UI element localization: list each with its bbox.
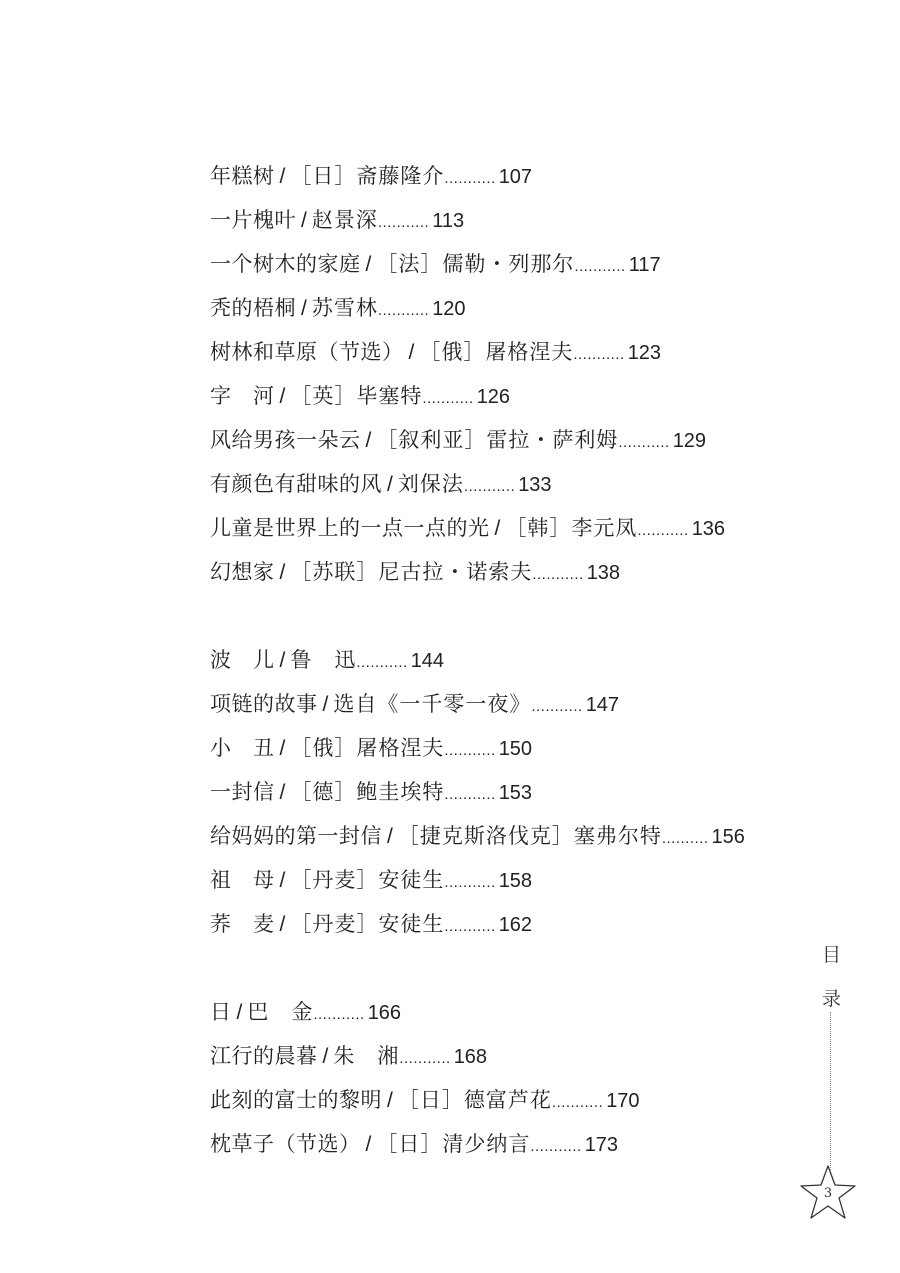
entry-title: 一片槐叶 bbox=[210, 208, 296, 232]
entry-separator: / bbox=[279, 561, 286, 584]
entry-leader-dots: ........... bbox=[313, 1006, 365, 1023]
toc-entry[interactable] bbox=[210, 462, 830, 506]
toc-group-3 bbox=[210, 990, 830, 1166]
toc-entry[interactable] bbox=[210, 198, 830, 242]
entry-author: ［德］鲍圭埃特 bbox=[290, 780, 445, 804]
entry-title: 此刻的富士的黎明 bbox=[210, 1088, 382, 1112]
entry-author: 鲁 迅 bbox=[290, 648, 357, 672]
entry-title: 小 丑 bbox=[210, 736, 275, 760]
entry-leader-dots: ........... bbox=[530, 1138, 582, 1155]
entry-title: 日 bbox=[210, 1000, 232, 1024]
entry-leader-dots: ........... bbox=[531, 698, 583, 715]
entry-author: ［丹麦］安徒生 bbox=[290, 868, 445, 892]
entry-page-number: 147 bbox=[585, 694, 620, 716]
entry-author: ［英］毕塞特 bbox=[290, 384, 423, 408]
toc-group-2 bbox=[210, 638, 830, 946]
entry-leader-dots: ........... bbox=[444, 918, 496, 935]
entry-separator: / bbox=[279, 869, 286, 892]
side-label-char-2: 录 bbox=[822, 988, 842, 1010]
entry-page-number: 136 bbox=[691, 518, 726, 540]
entry-separator: / bbox=[279, 649, 286, 672]
entry-leader-dots: ........... bbox=[356, 654, 408, 671]
entry-leader-dots: ........... bbox=[377, 214, 430, 231]
entry-separator: / bbox=[322, 1045, 329, 1068]
entry-title: 项链的故事 bbox=[210, 692, 318, 716]
entry-page-number: 133 bbox=[518, 474, 552, 496]
entry-leader-dots: ........... bbox=[532, 566, 584, 583]
entry-author: 赵景深 bbox=[311, 208, 378, 232]
toc-entry[interactable] bbox=[210, 330, 830, 374]
entry-separator: / bbox=[365, 1133, 372, 1156]
side-dotted-rule bbox=[830, 1012, 831, 1170]
entry-title: 有颜色有甜味的风 bbox=[210, 472, 382, 496]
entry-author: ［韩］李元凤 bbox=[505, 516, 638, 540]
toc-entry[interactable] bbox=[210, 682, 830, 726]
side-label-char-1: 目 bbox=[822, 944, 842, 966]
entry-leader-dots: ........... bbox=[574, 258, 626, 275]
toc-entry[interactable] bbox=[210, 1034, 830, 1078]
toc-entry[interactable] bbox=[210, 726, 830, 770]
entry-page-number: 162 bbox=[498, 914, 533, 936]
entry-page-number: 123 bbox=[627, 342, 662, 364]
entry-title: 树林和草原（节选） bbox=[210, 340, 404, 364]
entry-separator: / bbox=[387, 1089, 393, 1112]
entry-author: ［日］德富芦花 bbox=[397, 1088, 552, 1112]
entry-separator: / bbox=[279, 165, 286, 188]
entry-author: 巴 金 bbox=[247, 1000, 314, 1024]
entry-leader-dots: ........... bbox=[618, 434, 670, 451]
entry-page-number: 126 bbox=[476, 386, 511, 408]
entry-separator: / bbox=[279, 385, 286, 408]
toc-entry[interactable] bbox=[210, 418, 830, 462]
table-of-contents bbox=[210, 154, 830, 1166]
entry-leader-dots: ........... bbox=[463, 478, 516, 495]
entry-title: 一个树木的家庭 bbox=[210, 252, 361, 276]
entry-leader-dots: ........... bbox=[551, 1094, 604, 1111]
entry-page-number: 156 bbox=[711, 826, 745, 848]
entry-page-number: 173 bbox=[584, 1134, 619, 1156]
entry-title: 荞 麦 bbox=[210, 912, 275, 936]
entry-title: 幻想家 bbox=[210, 560, 275, 584]
entry-leader-dots: ........... bbox=[444, 742, 496, 759]
entry-title: 枕草子（节选） bbox=[210, 1132, 361, 1156]
entry-separator: / bbox=[365, 253, 372, 276]
entry-author: ［丹麦］安徒生 bbox=[290, 912, 445, 936]
entry-title: 秃的梧桐 bbox=[210, 296, 296, 320]
entry-separator: / bbox=[365, 429, 372, 452]
entry-title: 儿童是世界上的一点一点的光 bbox=[210, 516, 490, 540]
entry-author: 苏雪林 bbox=[311, 296, 378, 320]
toc-entry[interactable] bbox=[210, 990, 830, 1034]
entry-separator: / bbox=[408, 341, 415, 364]
entry-page-number: 120 bbox=[432, 298, 466, 320]
entry-leader-dots: ........... bbox=[377, 302, 430, 319]
toc-entry[interactable] bbox=[210, 814, 830, 858]
entry-author: 刘保法 bbox=[397, 472, 464, 496]
entry-page-number: 129 bbox=[672, 430, 707, 452]
toc-entry[interactable] bbox=[210, 1122, 830, 1166]
entry-title: 江行的晨暮 bbox=[210, 1044, 318, 1068]
entry-title: 年糕树 bbox=[210, 164, 275, 188]
entry-page-number: 153 bbox=[498, 782, 533, 804]
toc-entry[interactable] bbox=[210, 1078, 830, 1122]
entry-leader-dots: ........... bbox=[573, 346, 625, 363]
entry-title: 风给男孩一朵云 bbox=[210, 428, 361, 452]
toc-entry[interactable] bbox=[210, 242, 830, 286]
toc-entry[interactable] bbox=[210, 374, 830, 418]
entry-author: ［俄］屠格涅夫 bbox=[419, 340, 574, 364]
entry-title: 字 河 bbox=[210, 384, 275, 408]
toc-group-1 bbox=[210, 154, 830, 594]
entry-page-number: 117 bbox=[628, 254, 661, 276]
entry-page-number: 158 bbox=[498, 870, 533, 892]
entry-separator: / bbox=[387, 473, 393, 496]
entry-page-number: 168 bbox=[453, 1046, 488, 1068]
entry-separator: / bbox=[494, 517, 501, 540]
entry-author: ［捷克斯洛伐克］塞弗尔特 bbox=[397, 824, 662, 848]
entry-page-number: 150 bbox=[498, 738, 533, 760]
entry-page-number: 170 bbox=[606, 1090, 640, 1112]
entry-separator: / bbox=[279, 737, 286, 760]
entry-separator: / bbox=[279, 781, 286, 804]
page-number: 3 bbox=[823, 1186, 833, 1201]
entry-separator: / bbox=[387, 825, 393, 848]
toc-entry[interactable] bbox=[210, 506, 830, 550]
entry-title: 给妈妈的第一封信 bbox=[210, 824, 382, 848]
toc-entry[interactable] bbox=[210, 154, 830, 198]
entry-page-number: 138 bbox=[586, 562, 621, 584]
entry-author: ［日］清少纳言 bbox=[376, 1132, 531, 1156]
entry-author: 选自《一千零一夜》 bbox=[333, 692, 532, 716]
entry-page-number: 144 bbox=[410, 650, 445, 672]
entry-separator: / bbox=[279, 913, 286, 936]
entry-leader-dots: ........... bbox=[444, 170, 496, 187]
entry-title: 祖 母 bbox=[210, 868, 275, 892]
entry-author: ［俄］屠格涅夫 bbox=[290, 736, 445, 760]
entry-page-number: 113 bbox=[432, 210, 465, 232]
entry-separator: / bbox=[301, 297, 307, 320]
entry-leader-dots: ........... bbox=[399, 1050, 451, 1067]
entry-author: ［叙利亚］雷拉・萨利姆 bbox=[376, 428, 619, 452]
entry-author: ［苏联］尼古拉・诺索夫 bbox=[290, 560, 533, 584]
toc-entry[interactable] bbox=[210, 770, 830, 814]
entry-title: 一封信 bbox=[210, 780, 275, 804]
entry-leader-dots: ........... bbox=[637, 522, 689, 539]
entry-author: ［法］儒勒・列那尔 bbox=[376, 252, 575, 276]
entry-leader-dots: ........... bbox=[444, 874, 496, 891]
toc-entry[interactable] bbox=[210, 286, 830, 330]
entry-separator: / bbox=[236, 1001, 243, 1024]
entry-title: 波 儿 bbox=[210, 648, 275, 672]
entry-leader-dots: .......... bbox=[661, 830, 709, 847]
toc-entry[interactable] bbox=[210, 902, 830, 946]
toc-entry[interactable] bbox=[210, 858, 830, 902]
entry-page-number: 166 bbox=[367, 1002, 402, 1024]
entry-leader-dots: ........... bbox=[422, 390, 474, 407]
entry-leader-dots: ........... bbox=[444, 786, 496, 803]
entry-page-number: 107 bbox=[498, 166, 533, 188]
entry-author: 朱 湘 bbox=[333, 1044, 400, 1068]
entry-author: ［日］斋藤隆介 bbox=[290, 164, 445, 188]
entry-separator: / bbox=[301, 209, 307, 232]
toc-entry[interactable] bbox=[210, 638, 830, 682]
entry-separator: / bbox=[322, 693, 329, 716]
toc-entry[interactable] bbox=[210, 550, 830, 594]
